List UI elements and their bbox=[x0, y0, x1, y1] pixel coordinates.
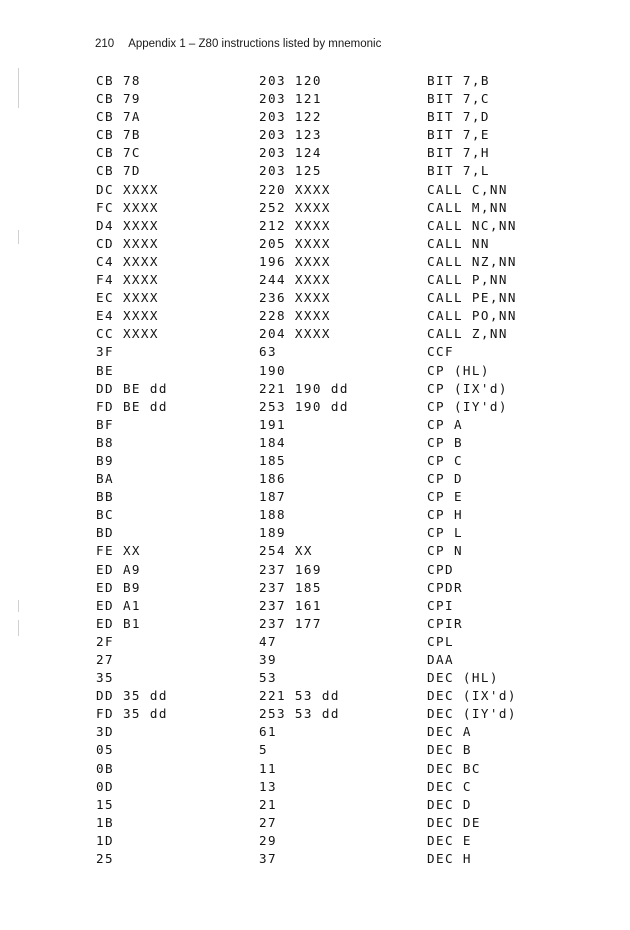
mnemonic: CPIR bbox=[427, 615, 463, 631]
mnemonic: CALL Z,NN bbox=[427, 326, 508, 342]
decimal-opcode: 188 bbox=[259, 507, 286, 523]
decimal-opcode: 186 bbox=[259, 471, 286, 487]
decimal-opcode: 253 190 dd bbox=[259, 398, 349, 414]
decimal-opcode: 212 XXXX bbox=[259, 217, 331, 233]
mnemonic: BIT 7,E bbox=[427, 127, 490, 143]
mnemonic: DEC DE bbox=[427, 814, 481, 830]
margin-mark bbox=[18, 600, 19, 612]
hex-opcode: 1D bbox=[96, 832, 114, 848]
decimal-opcode: 47 bbox=[259, 633, 277, 649]
decimal-opcode: 187 bbox=[259, 489, 286, 505]
hex-opcode: CD XXXX bbox=[96, 235, 159, 251]
decimal-opcode: 37 bbox=[259, 851, 277, 867]
hex-opcode: 0B bbox=[96, 760, 114, 776]
decimal-opcode: 5 bbox=[259, 742, 268, 758]
hex-opcode: ED A1 bbox=[96, 597, 141, 613]
decimal-opcode: 220 XXXX bbox=[259, 181, 331, 197]
mnemonic: CALL NC,NN bbox=[427, 217, 517, 233]
decimal-opcode: 61 bbox=[259, 724, 277, 740]
mnemonic: DEC B bbox=[427, 742, 472, 758]
hex-opcode: CB 7C bbox=[96, 145, 141, 161]
hex-opcode: CC XXXX bbox=[96, 326, 159, 342]
hex-opcode: FE XX bbox=[96, 543, 141, 559]
hex-opcode: BF bbox=[96, 416, 114, 432]
mnemonic: CPDR bbox=[427, 579, 463, 595]
decimal-opcode: 196 XXXX bbox=[259, 253, 331, 269]
hex-opcode: DC XXXX bbox=[96, 181, 159, 197]
mnemonic: CALL PE,NN bbox=[427, 290, 517, 306]
hex-opcode: BE bbox=[96, 362, 114, 378]
mnemonic: DAA bbox=[427, 652, 454, 667]
hex-opcode: 2F bbox=[96, 633, 114, 649]
decimal-opcode: 237 169 bbox=[259, 561, 322, 577]
mnemonic: CALL M,NN bbox=[427, 199, 508, 215]
mnemonic: DEC BC bbox=[427, 760, 481, 776]
mnemonic: CP D bbox=[427, 471, 463, 487]
mnemonic: CCF bbox=[427, 344, 454, 360]
decimal-opcode: 13 bbox=[259, 778, 277, 794]
mnemonic: BIT 7,C bbox=[427, 91, 490, 107]
mnemonic: DEC (IY'd) bbox=[427, 706, 517, 722]
mnemonic: BIT 7,H bbox=[427, 145, 490, 161]
mnemonic: DEC H bbox=[427, 851, 472, 867]
decimal-opcode: 63 bbox=[259, 344, 277, 360]
hex-opcode: CB 7A bbox=[96, 109, 141, 125]
hex-opcode: 1B bbox=[96, 814, 114, 830]
mnemonic: CALL NN bbox=[427, 235, 490, 251]
decimal-opcode: 184 bbox=[259, 434, 286, 450]
hex-opcode: DD 35 dd bbox=[96, 688, 168, 704]
decimal-opcode: 204 XXXX bbox=[259, 326, 331, 342]
hex-opcode: FD 35 dd bbox=[96, 706, 168, 722]
hex-opcode: 05 bbox=[96, 742, 114, 758]
decimal-opcode: 228 XXXX bbox=[259, 308, 331, 324]
decimal-opcode: 253 53 dd bbox=[259, 706, 340, 722]
mnemonic: DEC C bbox=[427, 778, 472, 794]
mnemonic: CPL bbox=[427, 633, 454, 649]
hex-opcode: 3D bbox=[96, 724, 114, 740]
decimal-opcode: 203 120 bbox=[259, 73, 322, 88]
hex-opcode: 15 bbox=[96, 796, 114, 812]
hex-opcode: CB 78 bbox=[96, 73, 141, 88]
decimal-opcode: 189 bbox=[259, 525, 286, 541]
mnemonic: CP A bbox=[427, 416, 463, 432]
mnemonic: CP (IX'd) bbox=[427, 380, 508, 396]
hex-opcode: B9 bbox=[96, 452, 114, 468]
mnemonic: BIT 7,D bbox=[427, 109, 490, 125]
mnemonic: CP (IY'd) bbox=[427, 398, 508, 414]
hex-opcode: ED B1 bbox=[96, 615, 141, 631]
mnemonic: CALL C,NN bbox=[427, 181, 508, 197]
decimal-opcode: 203 123 bbox=[259, 127, 322, 143]
decimal-opcode: 254 XX bbox=[259, 543, 313, 559]
mnemonic: CP H bbox=[427, 507, 463, 523]
mnemonic: DEC A bbox=[427, 724, 472, 740]
hex-opcode: BB bbox=[96, 489, 114, 505]
hex-opcode: EC XXXX bbox=[96, 290, 159, 306]
hex-opcode: CB 7D bbox=[96, 163, 141, 179]
mnemonic: DEC D bbox=[427, 796, 472, 812]
mnemonic: CP L bbox=[427, 525, 463, 541]
margin-mark bbox=[18, 230, 19, 244]
decimal-opcode: 237 177 bbox=[259, 615, 322, 631]
decimal-opcode: 191 bbox=[259, 416, 286, 432]
decimal-opcode: 236 XXXX bbox=[259, 290, 331, 306]
hex-opcode: BA bbox=[96, 471, 114, 487]
hex-opcode: CB 79 bbox=[96, 91, 141, 107]
decimal-opcode: 203 122 bbox=[259, 109, 322, 125]
margin-mark bbox=[18, 620, 19, 636]
decimal-opcode: 27 bbox=[259, 814, 277, 830]
decimal-opcode: 190 bbox=[259, 362, 286, 378]
mnemonic: DEC (HL) bbox=[427, 670, 499, 686]
decimal-opcode: 237 185 bbox=[259, 579, 322, 595]
hex-opcode: ED B9 bbox=[96, 579, 141, 595]
mnemonic: BIT 7,B bbox=[427, 73, 490, 88]
mnemonic: CP B bbox=[427, 434, 463, 450]
decimal-opcode: 205 XXXX bbox=[259, 235, 331, 251]
hex-opcode: BC bbox=[96, 507, 114, 523]
hex-opcode: C4 XXXX bbox=[96, 253, 159, 269]
decimal-opcode: 252 XXXX bbox=[259, 199, 331, 215]
mnemonic: CP C bbox=[427, 452, 463, 468]
decimal-opcode: 29 bbox=[259, 832, 277, 848]
hex-opcode: 35 bbox=[96, 670, 114, 686]
mnemonic: CPI bbox=[427, 597, 454, 613]
decimal-opcode: 221 190 dd bbox=[259, 380, 349, 396]
mnemonic: CPD bbox=[427, 561, 454, 577]
mnemonic: CALL P,NN bbox=[427, 272, 508, 288]
decimal-opcode: 244 XXXX bbox=[259, 272, 331, 288]
page-title: Appendix 1 – Z80 instructions listed by mnemonic bbox=[128, 38, 382, 50]
mnemonic: BIT 7,L bbox=[427, 163, 490, 179]
mnemonic: DEC (IX'd) bbox=[427, 688, 517, 704]
hex-opcode: 0D bbox=[96, 778, 114, 794]
mnemonic: CP E bbox=[427, 489, 463, 505]
hex-opcode: B8 bbox=[96, 434, 114, 450]
decimal-opcode: 53 bbox=[259, 670, 277, 686]
decimal-opcode: 203 124 bbox=[259, 145, 322, 161]
decimal-opcode: 21 bbox=[259, 796, 277, 812]
hex-opcode: 3F bbox=[96, 344, 114, 360]
hex-opcode: 27 bbox=[96, 652, 114, 667]
hex-opcode: DD BE dd bbox=[96, 380, 168, 396]
mnemonic: CALL NZ,NN bbox=[427, 253, 517, 269]
page-number: 210 bbox=[95, 38, 115, 50]
hex-opcode: F4 XXXX bbox=[96, 272, 159, 288]
hex-opcode: CB 7B bbox=[96, 127, 141, 143]
decimal-opcode: 203 125 bbox=[259, 163, 322, 179]
hex-opcode: FC XXXX bbox=[96, 199, 159, 215]
mnemonic: CP (HL) bbox=[427, 362, 490, 378]
decimal-opcode: 185 bbox=[259, 452, 286, 468]
mnemonic: DEC E bbox=[427, 832, 472, 848]
hex-opcode: ED A9 bbox=[96, 561, 141, 577]
margin-mark bbox=[18, 68, 19, 108]
decimal-opcode: 11 bbox=[259, 760, 277, 776]
mnemonic: CP N bbox=[427, 543, 463, 559]
page-header bbox=[95, 38, 381, 50]
mnemonic: CALL PO,NN bbox=[427, 308, 517, 324]
hex-opcode: 25 bbox=[96, 851, 114, 867]
decimal-opcode: 237 161 bbox=[259, 597, 322, 613]
hex-opcode: BD bbox=[96, 525, 114, 541]
hex-opcode: D4 XXXX bbox=[96, 217, 159, 233]
decimal-opcode: 39 bbox=[259, 652, 277, 667]
decimal-opcode: 221 53 dd bbox=[259, 688, 340, 704]
hex-opcode: FD BE dd bbox=[96, 398, 168, 414]
hex-opcode: E4 XXXX bbox=[96, 308, 159, 324]
decimal-opcode: 203 121 bbox=[259, 91, 322, 107]
